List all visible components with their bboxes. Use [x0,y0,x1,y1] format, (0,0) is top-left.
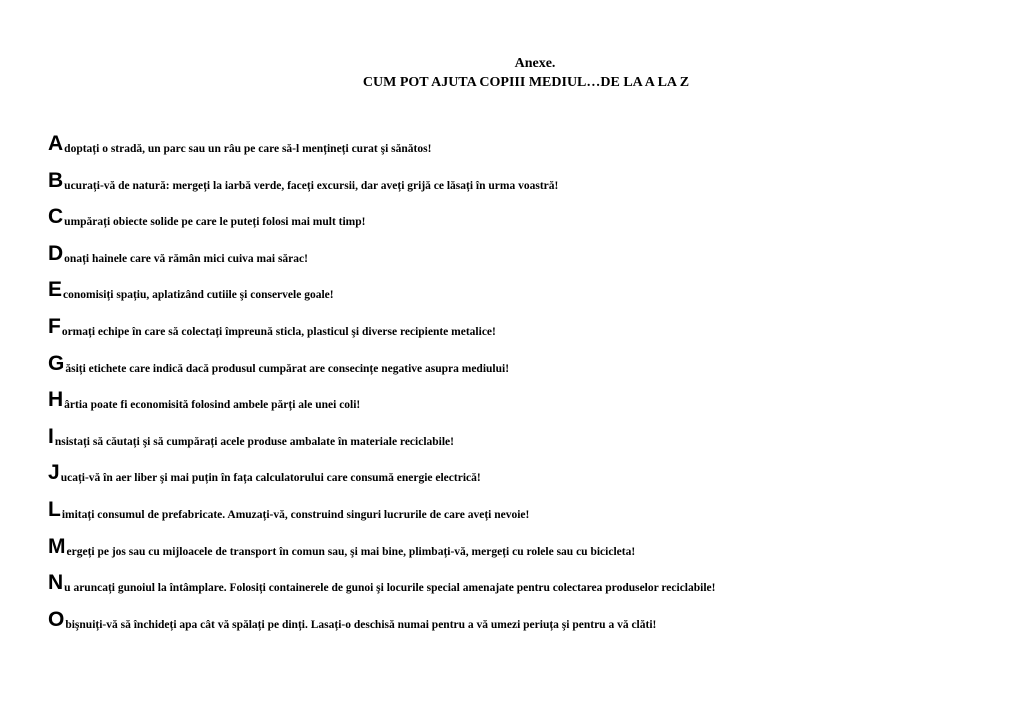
entry-text: doptați o stradă, un parc sau un râu pe care să-l mențineți curat şi sănătos! [64,143,432,155]
document-header [0,54,1030,92]
list-item [48,571,1008,608]
entry-text: imitați consumul de prefabricate. Amuzați-vă, construind singuri lucrurile de care aveți nevoie! [61,508,530,521]
initial-letter: E [48,278,63,302]
entry-text: nsistați să căutați şi să cumpărați acele produse ambalate în materiale reciclabile! [54,435,454,448]
list-item [48,461,1008,498]
initial-letter: D [48,241,64,265]
list-item [48,315,1008,352]
entry-text: ucați-vă în aer liber şi mai puțin în fața calculatorului care consumă energie electrică! [60,472,481,485]
list-item [48,278,1008,315]
list-item [48,425,1008,462]
entry-text: ormați echipe în care să colectați împreună sticla, plasticul şi diverse recipiente metalice! [61,325,496,338]
initial-letter: O [48,607,65,631]
entry-text: ucurați-vă de natură: mergeți la iarbă verde, faceți excursii, dar aveți grijă ce lăsați în urma voastră! [64,179,559,192]
entry-text: ergeți pe jos sau cu mijloacele de transport în comun sau, şi mai bine, plimbați-vă, mergeți cu rolele sau cu bicicleta! [66,545,636,558]
list-item [48,242,1008,279]
initial-letter: H [48,388,64,412]
annex-label: Anexe. [514,56,556,71]
initial-letter: B [48,168,64,192]
initial-letter: F [48,314,61,338]
list-item [48,608,1008,645]
list-item [48,352,1008,389]
initial-letter: J [48,461,60,485]
entry-text: ăsiți etichete care indică dacă produsul cumpărat are consecințe negative asupra mediului! [65,362,510,375]
list-item [48,205,1008,242]
initial-letter: I [48,424,54,448]
list-item [48,132,1008,169]
initial-letter: M [48,534,66,558]
entry-text: umpărați obiecte solide pe care le puteți folosi mai mult timp! [64,216,366,229]
list-item [48,535,1008,572]
entry-text: bişnuiți-vă să închideți apa cât vă spălați pe dinți. Lasați-o deschisă numai pentru a vă umezi periuța şi pentru a vă clăti! [65,618,657,631]
initial-letter: C [48,205,64,229]
entry-text: ârtia poate fi economisită folosind ambele părți ale unei coli! [64,399,361,412]
document-title: CUM POT AJUTA COPIII MEDIUL…DE LA A LA Z [362,75,690,90]
list-item [48,169,1008,206]
initial-letter: N [48,571,64,595]
list-item [48,498,1008,535]
alphabet-list [48,132,1008,644]
list-item [48,388,1008,425]
entry-text: u aruncați gunoiul la întâmplare. Folosiți containerele de gunoi şi locurile special amenajate pentru colectarea produselor reciclabile! [64,582,716,595]
entry-text: conomisiți spațiu, aplatizând cutiile şi conservele goale! [63,289,334,302]
entry-text: onați hainele care vă rămân mici cuiva mai sărac! [64,252,308,265]
initial-letter: A [48,132,64,155]
initial-letter: L [48,497,61,521]
initial-letter: G [48,351,65,375]
